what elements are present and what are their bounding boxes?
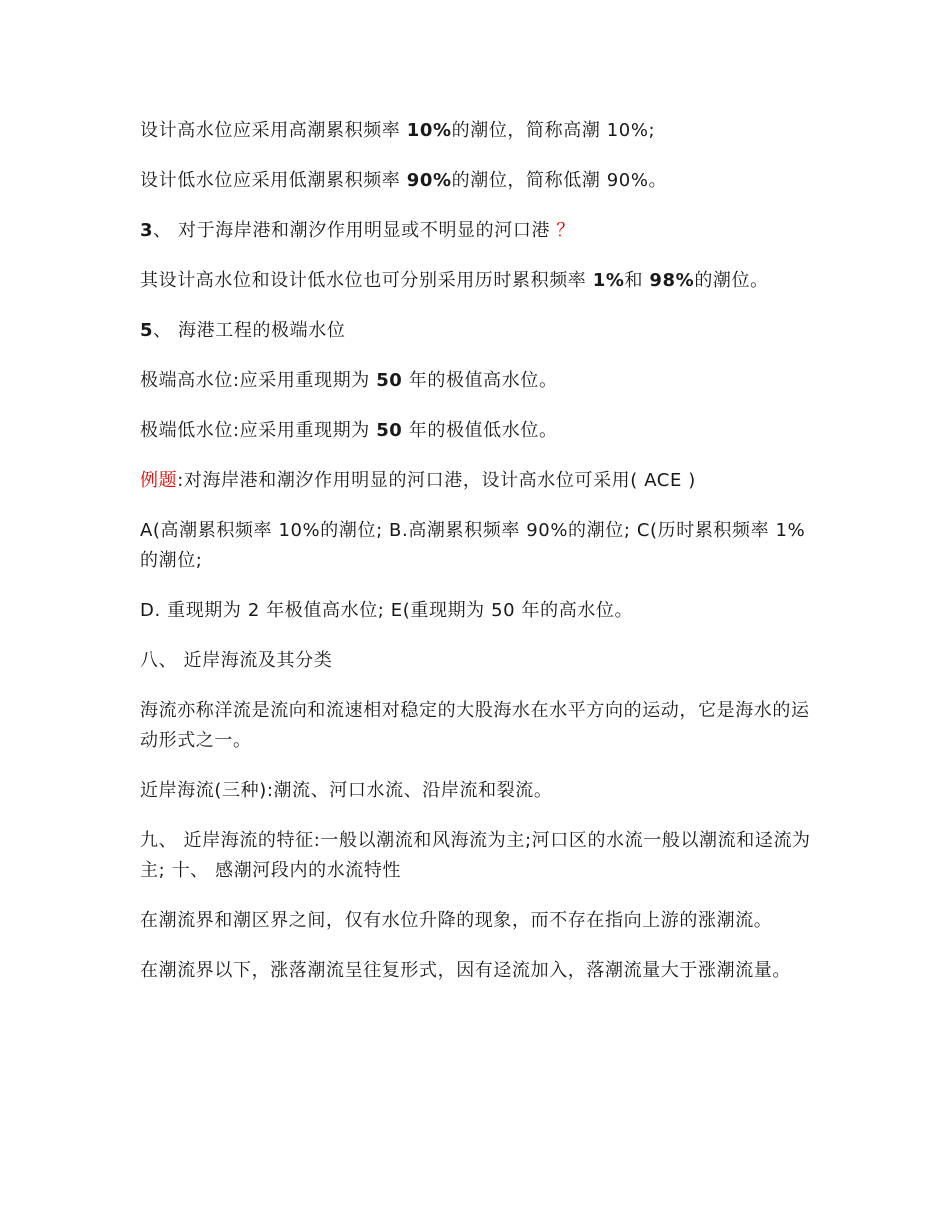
question-mark-icon: ？ [556,220,575,241]
paragraph-ocean-current-definition: 海流亦称洋流是流向和流速相对稳定的大股海水在水平方向的运动，它是海水的运动形式之一。 [140,700,810,751]
heading-item-3: 3、 对于海岸港和潮汐作用明显或不明显的河口港 ？ [140,220,575,241]
paragraph-tidal-limit: 在潮流界和潮区界之间，仅有水位升降的现象，而不存在指向上游的涨潮流。 [140,910,773,931]
example-question: 例题:对海岸港和潮汐作用明显的河口港，设计高水位可采用( ACE ) [140,470,696,491]
example-options-de: D. 重现期为 2 年极值高水位; E(重现期为 50 年的高水位。 [140,600,634,621]
example-label: 例题 [140,470,178,491]
paragraph-duration-frequency: 其设计高水位和设计低水位也可分别采用历时累积频率 1%和 98%的潮位。 [140,270,769,291]
paragraph-below-tidal-current-limit: 在潮流界以下，涨落潮流呈往复形式，因有迳流加入，落潮流量大于涨潮流量。 [140,960,791,981]
paragraph-extreme-high-water: 极端高水位:应采用重现期为 50 年的极值高水位。 [140,370,558,391]
paragraph-section-9-10: 九、 近岸海流的特征:一般以潮流和风海流为主;河口区的水流一般以潮流和迳流为主; 十、 感潮河段内的水流特性 [140,830,811,881]
example-options-abc: A(高潮累积频率 10%的潮位; B.高潮累积频率 90%的潮位; C(历时累积频率 1%的潮位; [140,520,806,571]
heading-section-8: 八、 近岸海流及其分类 [140,650,333,671]
paragraph-extreme-low-water: 极端低水位:应采用重现期为 50 年的极值低水位。 [140,420,558,441]
paragraph-design-low-water: 设计低水位应采用低潮累积频率 90%的潮位，简称低潮 90%。 [140,170,668,191]
heading-item-5: 5、 海港工程的极端水位 [140,320,346,341]
paragraph-design-high-water: 设计高水位应采用高潮累积频率 10%的潮位，简称高潮 10%; [140,120,656,141]
document-page [140,116,812,1006]
paragraph-nearshore-current-types: 近岸海流(三种):潮流、河口水流、沿岸流和裂流。 [140,780,553,801]
